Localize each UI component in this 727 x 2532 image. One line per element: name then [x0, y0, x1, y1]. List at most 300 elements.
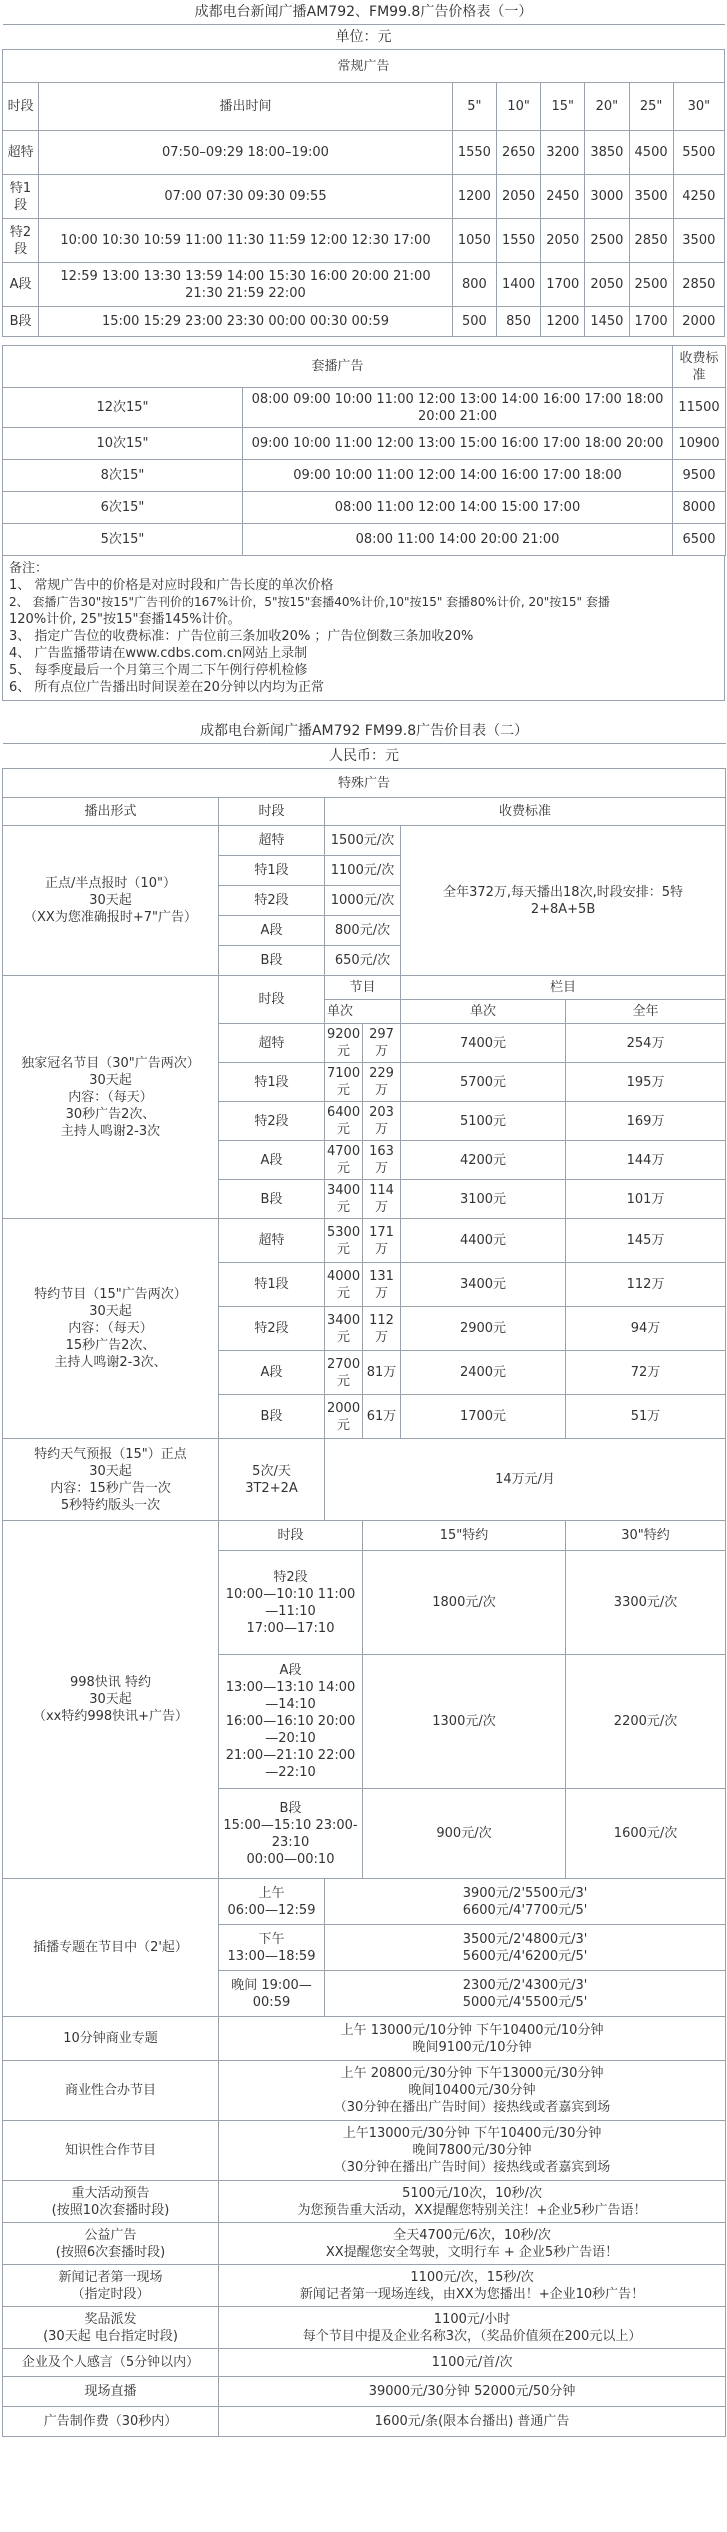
price-cell: 1200 [541, 307, 585, 337]
price-cell: 2500 [629, 263, 673, 307]
notes [2, 556, 725, 701]
slot-cell: 特2段 [219, 1102, 325, 1141]
price-cell: 2450 [541, 175, 585, 219]
price-cell: 2400元 [401, 1351, 566, 1395]
form-line: 独家冠名节目（30"广告两次） [21, 1055, 200, 1071]
slot-line: 10:00—10:10 11:00—11:10 [225, 1586, 356, 1619]
form-line: 广告制作费（30秒内） [43, 2414, 178, 2429]
price-cell: 1100元/次 [325, 856, 401, 886]
form-line: 知识性合作节目 [64, 2143, 156, 2158]
price-cell: 1400 [496, 263, 540, 307]
zhuanti-form: 插播专题在节目中（2'起） [3, 1879, 219, 2017]
other-form [3, 2377, 219, 2407]
form-line: 特约节目（15"广告两次） [34, 1287, 187, 1302]
price-cell: 2500 [585, 219, 629, 263]
slot-cell: A段 [219, 1141, 325, 1180]
price-cell: 81万 [363, 1351, 401, 1395]
price-line: 5100元/10次，10秒/次 [402, 2185, 542, 2201]
price-cell: 3500 [629, 175, 673, 219]
price-line: 每个节目中提及企业名称3次，（奖品价值须在200元以上） [302, 2328, 642, 2344]
slot-line: 17:00—17:10 [246, 1620, 335, 1636]
table-unit: 单位：元 [3, 25, 725, 50]
price-cell: 1800元/次 [363, 1551, 566, 1655]
price-cell: 5500 [673, 131, 724, 175]
table-row [3, 307, 725, 337]
slot-cell: 特1段 [3, 175, 39, 219]
zhengdian-form [3, 826, 219, 976]
package-price: 8000 [673, 492, 726, 524]
table-row [3, 2181, 726, 2223]
slot-line: 00:00—00:10 [246, 1851, 335, 1867]
price-cell: 297万 [363, 1024, 401, 1063]
teyue-form [3, 1219, 219, 1439]
price-cell: 72万 [566, 1351, 726, 1395]
price-line: 3500元/2'4800元/3' [462, 1931, 588, 1947]
other-price [219, 2017, 726, 2061]
price-cell: 163万 [363, 1141, 401, 1180]
price-cell: 2050 [496, 175, 540, 219]
package-price-header: 收费标准 [673, 346, 726, 388]
price-cell: 131万 [363, 1263, 401, 1307]
table-title: 成都电台新闻广播AM792、FM99.8广告价格表（一） [3, 0, 725, 25]
table-row [3, 175, 725, 219]
price-line: （30分钟在播出广告时间）接热线或者嘉宾到场 [333, 2160, 611, 2175]
form-line: 998快讯 特约 [70, 1675, 151, 1690]
slot-line: 16:00—16:10 20:00—20:10 [225, 1714, 356, 1746]
form-line: 商业性合办节目 [64, 2083, 156, 2098]
other-price [219, 2307, 726, 2349]
program-header: 节目 [325, 976, 401, 1000]
package-name: 10次15" [3, 428, 243, 460]
note-line: 5、 每季度最后一个月第三个周二下午例行停机检修 [9, 663, 308, 678]
slot-cell: 特2段 [219, 1307, 325, 1351]
price-cell: 4000元 [325, 1263, 363, 1307]
price-cell: 1550 [496, 219, 540, 263]
header-price: 收费标准 [325, 798, 726, 826]
price-cell: 800元/次 [325, 916, 401, 946]
price-cell: 3400元 [325, 1180, 363, 1219]
package-time: 09:00 10:00 11:00 12:00 14:00 16:00 17:00 18:00 [243, 460, 673, 492]
form-line: （指定时段） [71, 2286, 150, 2302]
other-form [3, 2061, 219, 2121]
other-price [219, 2407, 726, 2437]
table-row [3, 263, 725, 307]
other-form [3, 2017, 219, 2061]
price-cell: 3000 [585, 175, 629, 219]
price-line: 新闻记者第一现场连线，由XX为您播出！+企业10秒广告！ [299, 2286, 645, 2302]
price-line: 全天4700元/6次，10秒/次 [393, 2227, 551, 2243]
table-title: 成都电台新闻广播AM792 FM99.8广告价目表（二） [3, 719, 726, 744]
other-price [219, 2377, 726, 2407]
price-cell: 2200元/次 [566, 1655, 726, 1789]
form-line: 30天起 [89, 1072, 132, 1088]
form-line: 企业及个人感言（5分钟以内） [21, 2355, 200, 2370]
slot-line: 15:00—15:10 23:00-23:10 [223, 1817, 358, 1850]
note-line: 1、 常规广告中的价格是对应时段和广告长度的单次价格 [9, 578, 334, 593]
price-cell: 254万 [566, 1024, 726, 1063]
form-line: 30天起 [89, 1463, 132, 1479]
slot-header: 时段 [219, 976, 325, 1024]
weather-form [3, 1439, 219, 1521]
table-row [3, 2223, 726, 2265]
note-line: 120%计价, 25"按15"套播145%计价。 [9, 612, 241, 627]
price-cell: 1500元/次 [325, 826, 401, 856]
form-line: 5秒特约版头一次 [60, 1497, 161, 1513]
price-line: 6600元/4'7700元/5' [462, 1902, 588, 1918]
price-cell: 2000元 [325, 1395, 363, 1439]
time-cell: 15:00 15:29 23:00 23:30 00:00 00:30 00:59 [39, 307, 453, 337]
slot-cell: 特1段 [219, 1063, 325, 1102]
price-cell: 1550 [452, 131, 496, 175]
form-line: 主持人鸣谢2-3次 [60, 1123, 161, 1139]
price-cell: 5700元 [401, 1063, 566, 1102]
header-slot: 时段 [219, 798, 325, 826]
table-row [3, 2121, 726, 2181]
price-line: 1100元/首/次 [431, 2355, 513, 2370]
table-row [3, 2265, 726, 2307]
form-line: 10分钟商业专题 [63, 2031, 158, 2046]
form-line: 内容：（每天） [68, 1089, 153, 1105]
single-header: 单次 [401, 1000, 566, 1024]
slot-cell: A段 [3, 263, 39, 307]
form-line: 内容：（每天） [68, 1321, 153, 1336]
price-cell: 4700元 [325, 1141, 363, 1180]
other-form [3, 2121, 219, 2181]
table-row [3, 1879, 726, 1925]
slot-line: 21:00—21:10 22:00—22:10 [225, 1748, 356, 1780]
price-cell: 203万 [363, 1102, 401, 1141]
time-cell: 07:50–09:29 18:00–19:00 [39, 131, 453, 175]
slot-cell [219, 1925, 325, 1971]
table-row [3, 2061, 726, 2121]
price-cell: 1300元/次 [363, 1655, 566, 1789]
price-cell: 229万 [363, 1063, 401, 1102]
price30-header: 30"特约 [566, 1521, 726, 1551]
slot-cell: B段 [219, 1180, 325, 1219]
price-table-two [2, 719, 725, 2437]
slot-line: 3T2+2A [245, 1480, 298, 1496]
price-cell: 112万 [566, 1263, 726, 1307]
price-cell: 900元/次 [363, 1789, 566, 1879]
slot-cell: B段 [219, 1395, 325, 1439]
price-cell: 3400元 [325, 1307, 363, 1351]
note-line: 备注： [9, 561, 49, 576]
other-form [3, 2265, 219, 2307]
price-cell: 195万 [566, 1063, 726, 1102]
price-cell: 1050 [452, 219, 496, 263]
guanming-form [3, 976, 219, 1219]
package-header: 套播广告 [3, 346, 673, 388]
price-cell: 51万 [566, 1395, 726, 1439]
form-line: 特约天气预报（15"）正点 [34, 1446, 187, 1462]
slot-cell: 特1段 [219, 1263, 325, 1307]
slot-header: 时段 [219, 1521, 363, 1551]
price-cell: 1600元/次 [566, 1789, 726, 1879]
package-line: 2+8A+5B [530, 901, 596, 917]
price-cell: 2000 [673, 307, 724, 337]
price-line: 上午 13000元/10分钟 下午10400元/10分钟 [340, 2022, 604, 2038]
price-cell: 1700 [629, 307, 673, 337]
table-row [3, 2377, 726, 2407]
other-price [219, 2061, 726, 2121]
time-cell: 07:00 07:30 09:30 09:55 [39, 175, 453, 219]
package-price: 11500 [673, 388, 726, 428]
price-line: 1100元/小时 [433, 2311, 511, 2327]
price-line: XX提醒您安全驾驶，文明行车 + 企业5秒广告语！ [325, 2244, 619, 2260]
header-slot: 时段 [3, 83, 39, 131]
form-line: （XX为您准确报时+7"广告） [24, 910, 197, 925]
form-line: (按照6次套播时段) [55, 2244, 166, 2260]
price-cell: 145万 [566, 1219, 726, 1263]
section-title: 常规广告 [3, 50, 725, 83]
slot-cell [219, 1971, 325, 2017]
weather-slot [219, 1439, 325, 1521]
price-line: 为您预告重大活动，XX提醒您特别关注！+企业5秒广告语！ [297, 2202, 647, 2218]
table-row [3, 219, 725, 263]
price-cell: 169万 [566, 1102, 726, 1141]
other-form [3, 2181, 219, 2223]
other-price [219, 2349, 726, 2377]
price-cell: 14万元/月 [325, 1439, 726, 1521]
other-form [3, 2307, 219, 2349]
other-form [3, 2349, 219, 2377]
slot-cell: 超特 [3, 131, 39, 175]
price-cell: 2050 [541, 219, 585, 263]
package-price: 6500 [673, 524, 726, 556]
header-25s: 25" [629, 83, 673, 131]
price-cell: 3100元 [401, 1180, 566, 1219]
form-line: 新闻记者第一现场 [58, 2269, 163, 2285]
price-line: 5000元/4'5500元/5' [462, 1994, 588, 2010]
price-cell: 171万 [363, 1219, 401, 1263]
slot-line: 下午 [258, 1931, 285, 1947]
slot-line: 晚间 19:00— [231, 1977, 312, 1993]
form-line: (按照10次套播时段) [51, 2202, 170, 2218]
header-30s: 30" [673, 83, 724, 131]
table-row [3, 2017, 726, 2061]
price-cell: 3850 [585, 131, 629, 175]
price-line: 上午 20800元/30分钟 下午13000元/30分钟 [340, 2066, 604, 2081]
form-line: 正点/半点报时（10"） [45, 876, 176, 891]
slot-line: 上午 [258, 1885, 285, 1901]
form-line: 30天起 [89, 893, 132, 908]
form-line: （xx特约998快讯+广告） [32, 1709, 189, 1724]
package-time: 08:00 09:00 10:00 11:00 12:00 13:00 14:00 16:00 17:00 18:00 20:00 21:00 [243, 388, 673, 428]
header-10s: 10" [496, 83, 540, 131]
slot-cell: 特1段 [219, 856, 325, 886]
price-line: 1600元/条(限本台播出) 普通广告 [374, 2414, 570, 2429]
year-header: 全年 [566, 1000, 726, 1024]
time-cell: 10:00 10:30 10:59 11:00 11:30 11:59 12:00 12:30 17:00 [39, 219, 453, 263]
table-row [3, 460, 726, 492]
price-cell: 2700元 [325, 1351, 363, 1395]
note-line: 3、 指定广告位的收费标准：广告位前三条加收20% ；广告位倒数三条加收20% [9, 629, 474, 644]
price-line: （30分钟在播出广告时间）接热线或者嘉宾到场 [333, 2100, 611, 2115]
price-cell: 1200 [452, 175, 496, 219]
price-cell: 3200 [541, 131, 585, 175]
time-cell: 12:59 13:00 13:30 13:59 14:00 15:30 16:00 20:00 21:00 21:30 21:59 22:00 [39, 263, 453, 307]
package-price: 9500 [673, 460, 726, 492]
form-line: 30天起 [89, 1692, 132, 1707]
slot-cell: A段 [219, 1351, 325, 1395]
column-header: 栏目 [401, 976, 726, 1000]
price-cell: 2850 [629, 219, 673, 263]
price-cell: 4250 [673, 175, 724, 219]
other-price [219, 2181, 726, 2223]
table-row [3, 1439, 726, 1521]
price-cell: 5300元 [325, 1219, 363, 1263]
slot-cell [219, 1655, 363, 1789]
slot-line: 13:00—18:59 [227, 1948, 316, 1964]
slot-cell: 超特 [219, 826, 325, 856]
package-line: 全年372万,每天播出18次,时段安排：5特 [443, 884, 683, 900]
price-cell: 3500 [673, 219, 724, 263]
form-line: 公益广告 [84, 2227, 137, 2243]
header-20s: 20" [585, 83, 629, 131]
slot-line: 特2段 [273, 1569, 308, 1585]
price-cell: 2900元 [401, 1307, 566, 1351]
package-ad-table [2, 345, 726, 556]
header-time: 播出时间 [39, 83, 453, 131]
price-line: 1100元/次，15秒/次 [410, 2269, 534, 2285]
table-row [3, 492, 726, 524]
table-row [3, 388, 726, 428]
package-time: 09:00 10:00 11:00 12:00 13:00 15:00 16:00 17:00 18:00 20:00 [243, 428, 673, 460]
form-line: 30秒广告2次、 [65, 1106, 156, 1122]
price-line: 5600元/4'6200元/5' [462, 1948, 588, 1964]
other-price [219, 2121, 726, 2181]
slot-cell: 特2段 [219, 886, 325, 916]
slot-cell: B段 [3, 307, 39, 337]
table-row [3, 524, 726, 556]
other-form [3, 2407, 219, 2437]
price-cell: 7400元 [401, 1024, 566, 1063]
slot-line: B段 [279, 1800, 302, 1816]
slot-cell [219, 1879, 325, 1925]
price-cell: 4200元 [401, 1141, 566, 1180]
price-line: 39000元/30分钟 52000元/50分钟 [368, 2384, 576, 2399]
price-cell: 61万 [363, 1395, 401, 1439]
price-cell [325, 1879, 726, 1925]
price-line: 晚间9100元/10分钟 [412, 2039, 532, 2055]
header-5s: 5" [452, 83, 496, 131]
form-line: 主持人鸣谢2-3次、 [54, 1355, 167, 1370]
package-time: 08:00 11:00 12:00 14:00 15:00 17:00 [243, 492, 673, 524]
note-line: 2、 套播广告30"按15"广告刊价的167%计价，5"按15"套播40%计价,10"按15" 套播80%计价, 20"按15" 套播 [9, 595, 610, 609]
slot-cell: 特2段 [3, 219, 39, 263]
slot-line: 5次/天 [252, 1463, 291, 1479]
single-header: 单次 [325, 1000, 401, 1024]
package-price: 10900 [673, 428, 726, 460]
slot-line: 06:00—12:59 [227, 1902, 316, 1918]
price-line: 晚间10400元/30分钟 [408, 2083, 536, 2098]
price-cell: 2650 [496, 131, 540, 175]
price-table-one [2, 0, 725, 701]
price-cell: 3400元 [401, 1263, 566, 1307]
table-row [3, 2307, 726, 2349]
price-cell: 4500 [629, 131, 673, 175]
package-time: 08:00 11:00 14:00 20:00 21:00 [243, 524, 673, 556]
price-line: 晚间7800元/30分钟 [412, 2143, 532, 2158]
table-row [3, 2407, 726, 2437]
slot-line: 00:59 [252, 1994, 291, 2010]
note-line: 4、 广告监播带请在www.cdbs.com.cn网站上录制 [9, 646, 308, 661]
price-cell: 1450 [585, 307, 629, 337]
price-cell: 6400元 [325, 1102, 363, 1141]
price-cell: 101万 [566, 1180, 726, 1219]
price-cell: 5100元 [401, 1102, 566, 1141]
price-cell: 114万 [363, 1180, 401, 1219]
form-line: 奖品派发 [84, 2311, 137, 2327]
price-cell: 650元/次 [325, 946, 401, 976]
other-form [3, 2223, 219, 2265]
slot-cell: A段 [219, 916, 325, 946]
price-cell [325, 1971, 726, 2017]
price-cell: 144万 [566, 1141, 726, 1180]
price-line: 上午13000元/30分钟 下午10400元/30分钟 [342, 2126, 602, 2141]
package-name: 6次15" [3, 492, 243, 524]
slot-cell: B段 [219, 946, 325, 976]
slot-line: 13:00—13:10 14:00—14:10 [225, 1680, 356, 1712]
table-row [3, 2349, 726, 2377]
other-price [219, 2223, 726, 2265]
price-line: 2300元/2'4300元/3' [462, 1977, 588, 1993]
slot-cell: 超特 [219, 1219, 325, 1263]
price-cell: 1000元/次 [325, 886, 401, 916]
price15-header: 15"特约 [363, 1521, 566, 1551]
special-ad-table [2, 719, 726, 2437]
header-form: 播出形式 [3, 798, 219, 826]
slot-cell: 超特 [219, 1024, 325, 1063]
price-cell: 500 [452, 307, 496, 337]
price-cell: 3300元/次 [566, 1551, 726, 1655]
price-cell: 94万 [566, 1307, 726, 1351]
form-line: 15秒广告2次、 [65, 1338, 156, 1353]
form-line: 现场直播 [84, 2384, 137, 2399]
price-cell: 850 [496, 307, 540, 337]
price-cell: 9200元 [325, 1024, 363, 1063]
package-name: 5次15" [3, 524, 243, 556]
price-cell [325, 1925, 726, 1971]
price-cell: 800 [452, 263, 496, 307]
price-cell: 4400元 [401, 1219, 566, 1263]
header-15s: 15" [541, 83, 585, 131]
slot-cell [219, 1789, 363, 1879]
package-name: 12次15" [3, 388, 243, 428]
form-line: 重大活动预告 [71, 2185, 150, 2201]
regular-ad-table [2, 0, 725, 337]
kuaixun-form [3, 1521, 219, 1879]
price-cell: 2850 [673, 263, 724, 307]
price-cell: 112万 [363, 1307, 401, 1351]
price-line: 3900元/2'5500元/3' [462, 1885, 588, 1901]
table-row [3, 428, 726, 460]
form-line: (30天起 电台指定时段) [43, 2328, 178, 2344]
price-cell: 1700元 [401, 1395, 566, 1439]
table-unit: 人民币：元 [3, 744, 726, 769]
zhengdian-package [401, 826, 726, 976]
price-cell: 1700 [541, 263, 585, 307]
price-cell: 2050 [585, 263, 629, 307]
table-row [3, 1219, 726, 1263]
form-line: 30天起 [89, 1304, 132, 1319]
package-name: 8次15" [3, 460, 243, 492]
slot-line: A段 [279, 1663, 302, 1678]
section-title: 特殊广告 [3, 769, 726, 798]
note-line: 6、 所有点位广告播出时间误差在20分钟以内均为正常 [9, 680, 324, 695]
slot-cell [219, 1551, 363, 1655]
form-line: 内容：15秒广告一次 [50, 1480, 171, 1496]
